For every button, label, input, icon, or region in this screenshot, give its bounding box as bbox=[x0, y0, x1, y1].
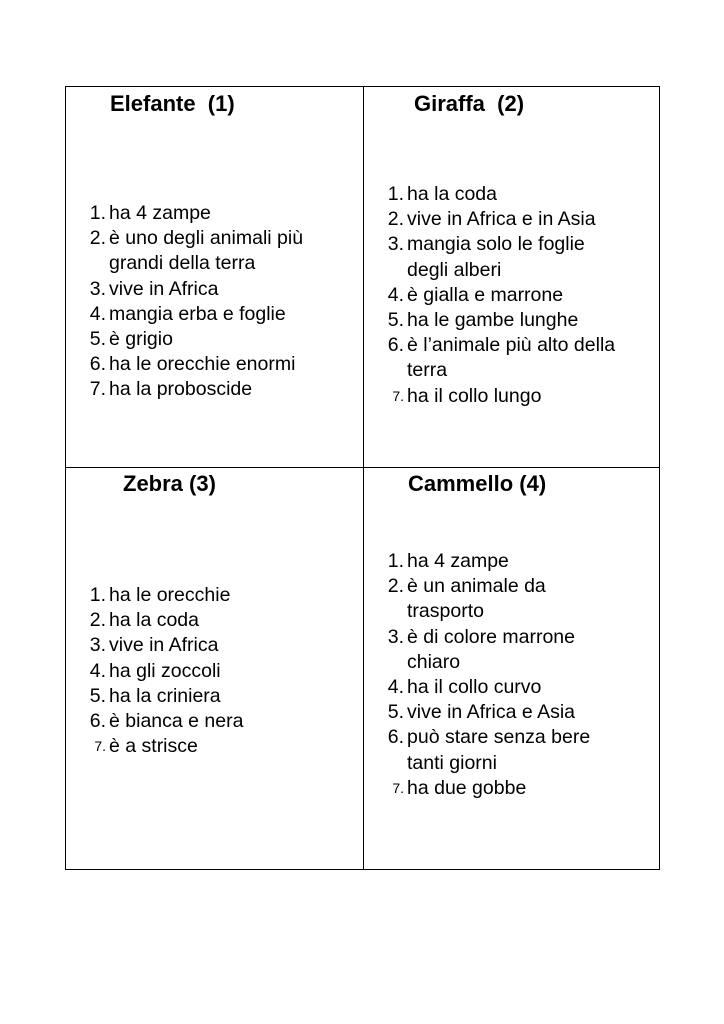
item-text bbox=[407, 675, 541, 700]
trait-list bbox=[87, 583, 243, 759]
list-item bbox=[87, 226, 303, 276]
list-item bbox=[385, 207, 615, 232]
item-text bbox=[407, 549, 509, 574]
item-number: 2. bbox=[89, 227, 106, 250]
list-item bbox=[87, 583, 243, 608]
item-text-line: grandi della terra bbox=[109, 252, 256, 275]
list-item bbox=[87, 327, 303, 352]
item-text-line: vive in Africa e in Asia bbox=[407, 208, 596, 231]
list-item bbox=[87, 684, 243, 709]
item-text-line: ha 4 zampe bbox=[109, 202, 211, 224]
item-text-line: terra bbox=[407, 359, 448, 382]
list-item bbox=[87, 709, 243, 734]
item-text-line: ha le gambe lunghe bbox=[407, 309, 579, 332]
item-text bbox=[109, 377, 252, 402]
item-number: 3. bbox=[387, 625, 404, 648]
item-number: 1. bbox=[387, 550, 404, 572]
item-text-line: vive in Africa bbox=[109, 277, 219, 300]
card-giraffa bbox=[364, 87, 660, 467]
item-number: 2. bbox=[387, 208, 404, 231]
item-text-line: ha il collo curvo bbox=[407, 676, 542, 699]
item-text-line: è gialla e marrone bbox=[407, 283, 564, 306]
list-item bbox=[385, 675, 590, 700]
item-text-line: ha 4 zampe bbox=[407, 550, 509, 572]
item-text bbox=[109, 352, 295, 377]
item-text bbox=[407, 283, 563, 308]
list-item bbox=[87, 277, 303, 302]
item-text bbox=[407, 308, 578, 333]
item-text bbox=[109, 327, 173, 352]
card-elefante bbox=[66, 87, 363, 467]
list-item bbox=[385, 625, 590, 675]
item-text bbox=[407, 384, 541, 409]
animal-cards-table bbox=[65, 86, 660, 870]
item-text-line: ha la coda bbox=[407, 183, 497, 205]
item-text bbox=[109, 201, 211, 226]
item-text-line: degli alberi bbox=[407, 258, 502, 281]
trait-list bbox=[385, 549, 590, 801]
item-number: 3. bbox=[89, 277, 106, 300]
item-text-line: trasporto bbox=[407, 600, 484, 623]
item-number: 7. bbox=[392, 779, 404, 796]
item-text bbox=[109, 302, 286, 327]
item-number: 4. bbox=[387, 676, 404, 699]
list-item bbox=[385, 725, 590, 775]
item-text-line: è di colore marrone bbox=[407, 625, 575, 648]
item-text-line: ha il collo lungo bbox=[407, 384, 542, 407]
item-text-line: ha le orecchie enormi bbox=[109, 353, 296, 376]
item-text bbox=[407, 776, 526, 801]
item-text bbox=[407, 725, 590, 775]
item-text-line: è l’animale più alto della bbox=[407, 334, 616, 357]
item-text-line: è a strisce bbox=[109, 735, 198, 758]
item-text bbox=[407, 232, 585, 282]
item-text bbox=[109, 633, 218, 658]
list-item bbox=[385, 574, 590, 624]
item-text bbox=[109, 226, 303, 276]
item-text bbox=[407, 574, 546, 624]
item-text-line: ha due gobbe bbox=[407, 776, 527, 799]
list-item bbox=[87, 352, 303, 377]
item-text-line: tanti giorni bbox=[407, 751, 497, 774]
list-item bbox=[385, 333, 615, 383]
item-text-line: ha la criniera bbox=[109, 684, 221, 707]
item-number: 2. bbox=[89, 609, 106, 632]
item-text bbox=[407, 700, 575, 725]
list-item bbox=[385, 549, 590, 574]
list-item bbox=[87, 734, 243, 759]
item-number: 7. bbox=[94, 738, 106, 755]
item-text bbox=[109, 277, 218, 302]
card-cammello bbox=[364, 468, 660, 870]
item-text bbox=[407, 333, 615, 383]
card-title: Elefante (1) bbox=[110, 91, 235, 116]
item-text-line: ha le orecchie bbox=[109, 584, 231, 606]
trait-list bbox=[385, 182, 615, 409]
item-number: 1. bbox=[89, 584, 106, 606]
item-text bbox=[407, 625, 575, 675]
item-number: 6. bbox=[387, 726, 404, 749]
item-text bbox=[109, 583, 230, 608]
item-number: 3. bbox=[89, 634, 106, 657]
list-item bbox=[87, 633, 243, 658]
item-number: 4. bbox=[89, 659, 106, 682]
item-number: 6. bbox=[387, 334, 404, 357]
list-item bbox=[385, 182, 615, 207]
item-text bbox=[407, 182, 497, 207]
item-number: 4. bbox=[387, 283, 404, 306]
item-text-line: può stare senza bere bbox=[407, 726, 591, 749]
item-text-line: è bianca e nera bbox=[109, 710, 244, 733]
list-item bbox=[87, 377, 303, 402]
list-item bbox=[87, 201, 303, 226]
item-text-line: è uno degli animali più bbox=[109, 227, 304, 250]
list-item bbox=[87, 302, 303, 327]
item-text bbox=[109, 659, 221, 684]
item-number: 2. bbox=[387, 575, 404, 598]
item-text-line: mangia solo le foglie bbox=[407, 233, 585, 256]
card-title: Cammello (4) bbox=[408, 471, 547, 496]
item-text-line: è grigio bbox=[109, 328, 173, 351]
list-item bbox=[87, 608, 243, 633]
item-number: 1. bbox=[387, 183, 404, 205]
item-text bbox=[109, 684, 221, 709]
item-text-line: chiaro bbox=[407, 650, 461, 673]
list-item bbox=[87, 659, 243, 684]
item-text-line: ha la coda bbox=[109, 609, 199, 632]
card-title: Giraffa (2) bbox=[414, 91, 525, 116]
item-number: 4. bbox=[89, 302, 106, 325]
list-item bbox=[385, 308, 615, 333]
list-item bbox=[385, 776, 590, 801]
item-text bbox=[109, 734, 198, 759]
item-text bbox=[109, 709, 243, 734]
item-number: 5. bbox=[89, 684, 106, 707]
item-text-line: mangia erba e foglie bbox=[109, 302, 286, 325]
item-number: 5. bbox=[89, 328, 106, 351]
list-item bbox=[385, 283, 615, 308]
item-number: 1. bbox=[89, 202, 106, 224]
list-item bbox=[385, 384, 615, 409]
item-number: 6. bbox=[89, 353, 106, 376]
item-text-line: è un animale da bbox=[407, 575, 546, 598]
item-number: 6. bbox=[89, 710, 106, 733]
item-text-line: vive in Africa e Asia bbox=[407, 701, 575, 724]
list-item bbox=[385, 700, 590, 725]
card-zebra bbox=[66, 468, 363, 870]
item-text-line: ha la proboscide bbox=[109, 378, 253, 401]
item-number: 3. bbox=[387, 233, 404, 256]
item-text-line: vive in Africa bbox=[109, 634, 219, 657]
trait-list bbox=[87, 201, 303, 403]
item-number: 7. bbox=[89, 378, 106, 401]
list-item bbox=[385, 232, 615, 282]
item-text bbox=[109, 608, 199, 633]
item-text-line: ha gli zoccoli bbox=[109, 659, 221, 682]
item-number: 5. bbox=[387, 701, 404, 724]
item-number: 7. bbox=[392, 387, 404, 404]
item-text bbox=[407, 207, 596, 232]
item-number: 5. bbox=[387, 309, 404, 332]
card-title: Zebra (3) bbox=[123, 471, 216, 496]
